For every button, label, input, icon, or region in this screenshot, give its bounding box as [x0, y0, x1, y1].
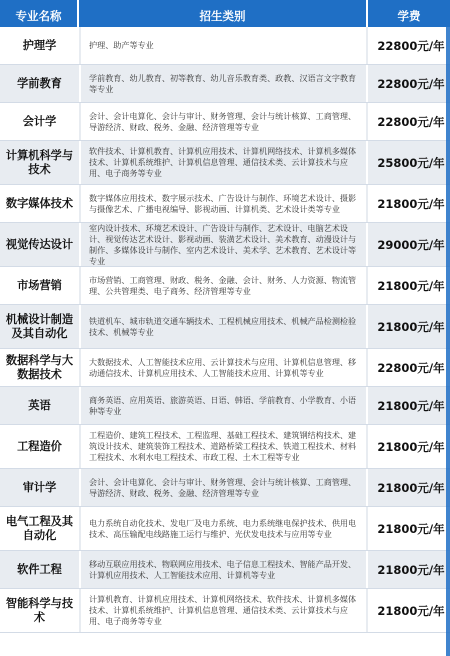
- enrollment-categories: 会计、会计电算化、会计与审计、财务管理、会计与统计核算、工商管理、导游经济、财政、税务、金融、经济管理等专业: [79, 469, 368, 506]
- enrollment-categories: 软件技术、计算机教育、计算机应用技术、计算机网络技术、计算机多媒体技术、计算机系统维护、计算机信息管理、通信技术类、云计算技术与应用、电子商务等专业: [79, 141, 368, 184]
- table-row: [0, 141, 450, 185]
- tuition-fee: 22800元/年: [368, 349, 450, 386]
- major-name: 智能科学与技术: [0, 589, 79, 632]
- major-name: 机械设计制造及其自动化: [0, 305, 79, 348]
- enrollment-categories: 电力系统自动化技术、发电厂及电力系统、电力系统继电保护技术、供用电技术、高压输配电线路施工运行与维护、光伏发电技术与应用等专业: [79, 507, 368, 550]
- major-name: 护理学: [0, 27, 79, 64]
- enrollment-categories: 铁道机车、城市轨道交通车辆技术、工程机械应用技术、机械产品检测检验技术、机械等专业: [79, 305, 368, 348]
- table-row: [0, 349, 450, 387]
- major-name: 数字媒体技术: [0, 185, 79, 222]
- enrollment-categories: 学前教育、幼儿教育、初等教育、幼儿音乐教育类、政教、汉语言文字教育等专业: [79, 65, 368, 102]
- tuition-fee: 21800元/年: [368, 551, 450, 588]
- table-row: [0, 267, 450, 305]
- major-name: 数据科学与大数据技术: [0, 349, 79, 386]
- table-row: [0, 387, 450, 425]
- enrollment-categories: 工程造价、建筑工程技术、工程监理、基础工程技术、建筑钢结构技术、建筑设计技术、建筑装饰工程技术、道路桥梁工程技术、铁道工程技术、材料工程技术、水利水电工程技术、市政工程、土木工程等专业: [79, 425, 368, 468]
- major-name: 视觉传达设计: [0, 223, 79, 266]
- header-category: 招生类别: [79, 0, 366, 27]
- major-name: 工程造价: [0, 425, 79, 468]
- tuition-fee: 21800元/年: [368, 387, 450, 424]
- table-row: [0, 27, 450, 65]
- enrollment-categories: 会计、会计电算化、会计与审计、财务管理、会计与统计核算、工商管理、导游经济、财政、税务、金融、经济管理等专业: [79, 103, 368, 140]
- major-name: 会计学: [0, 103, 79, 140]
- tuition-fee: 21800元/年: [368, 507, 450, 550]
- tuition-fee: 21800元/年: [368, 469, 450, 506]
- tuition-fee: 21800元/年: [368, 267, 450, 304]
- table-row: [0, 507, 450, 551]
- tuition-fee: 25800元/年: [368, 141, 450, 184]
- table-row: [0, 551, 450, 589]
- tuition-fee: 29000元/年: [368, 223, 450, 266]
- enrollment-categories: 护理、助产等专业: [79, 27, 368, 64]
- enrollment-categories: 数字媒体应用技术、数字展示技术、广告设计与制作、环境艺术设计、摄影与摄像艺术、广播电视编导、影视动画、计算机类、艺术设计类等专业: [79, 185, 368, 222]
- tuition-fee: 22800元/年: [368, 103, 450, 140]
- table-body: [0, 27, 450, 633]
- major-name: 审计学: [0, 469, 79, 506]
- major-name: 学前教育: [0, 65, 79, 102]
- table-row: [0, 305, 450, 349]
- enrollment-categories: 市场营销、工商管理、财政、税务、金融、会计、财务、人力资源、物流管理、公共管理类、电子商务、经济管理等专业: [79, 267, 368, 304]
- table-header: [0, 0, 450, 27]
- header-major-name: 专业名称: [0, 0, 77, 27]
- major-name: 英语: [0, 387, 79, 424]
- enrollment-categories: 移动互联应用技术、物联网应用技术、电子信息工程技术、智能产品开发、计算机应用技术、人工智能技术应用、计算机等专业: [79, 551, 368, 588]
- major-name: 电气工程及其自动化: [0, 507, 79, 550]
- major-name: 计算机科学与技术: [0, 141, 79, 184]
- tuition-fee: 21800元/年: [368, 589, 450, 632]
- table-row: [0, 185, 450, 223]
- tuition-fee: 21800元/年: [368, 425, 450, 468]
- table-row: [0, 103, 450, 141]
- tuition-fee: 21800元/年: [368, 185, 450, 222]
- tuition-fee: 21800元/年: [368, 305, 450, 348]
- major-name: 市场营销: [0, 267, 79, 304]
- enrollment-categories: 室内设计技术、环境艺术设计、广告设计与制作、艺术设计、电脑艺术设计、视觉传达艺术设计、影视动画、装潢艺术设计、美术教育、动漫设计与制作、多媒体设计与制作、室内艺术设计、美术学、艺术教育、艺术设计等专业: [79, 223, 368, 266]
- table-row: [0, 425, 450, 469]
- tuition-fee: 22800元/年: [368, 27, 450, 64]
- table-row: [0, 223, 450, 267]
- enrollment-categories: 大数据技术、人工智能技术应用、云计算技术与应用、计算机信息管理、移动通信技术、计算机应用技术、人工智能技术应用、计算机等专业: [79, 349, 368, 386]
- table-row: [0, 589, 450, 633]
- tuition-fee: 22800元/年: [368, 65, 450, 102]
- header-tuition: 学费: [368, 0, 450, 27]
- table-row: [0, 65, 450, 103]
- enrollment-categories: 商务英语、应用英语、旅游英语、日语、韩语、学前教育、小学教育、小语种等专业: [79, 387, 368, 424]
- table-row: [0, 469, 450, 507]
- major-name: 软件工程: [0, 551, 79, 588]
- scroll-edge: [446, 27, 450, 656]
- enrollment-categories: 计算机教育、计算机应用技术、计算机网络技术、软件技术、计算机多媒体技术、计算机系统维护、计算机信息管理、通信技术类、云计算技术与应用、电子商务等专业: [79, 589, 368, 632]
